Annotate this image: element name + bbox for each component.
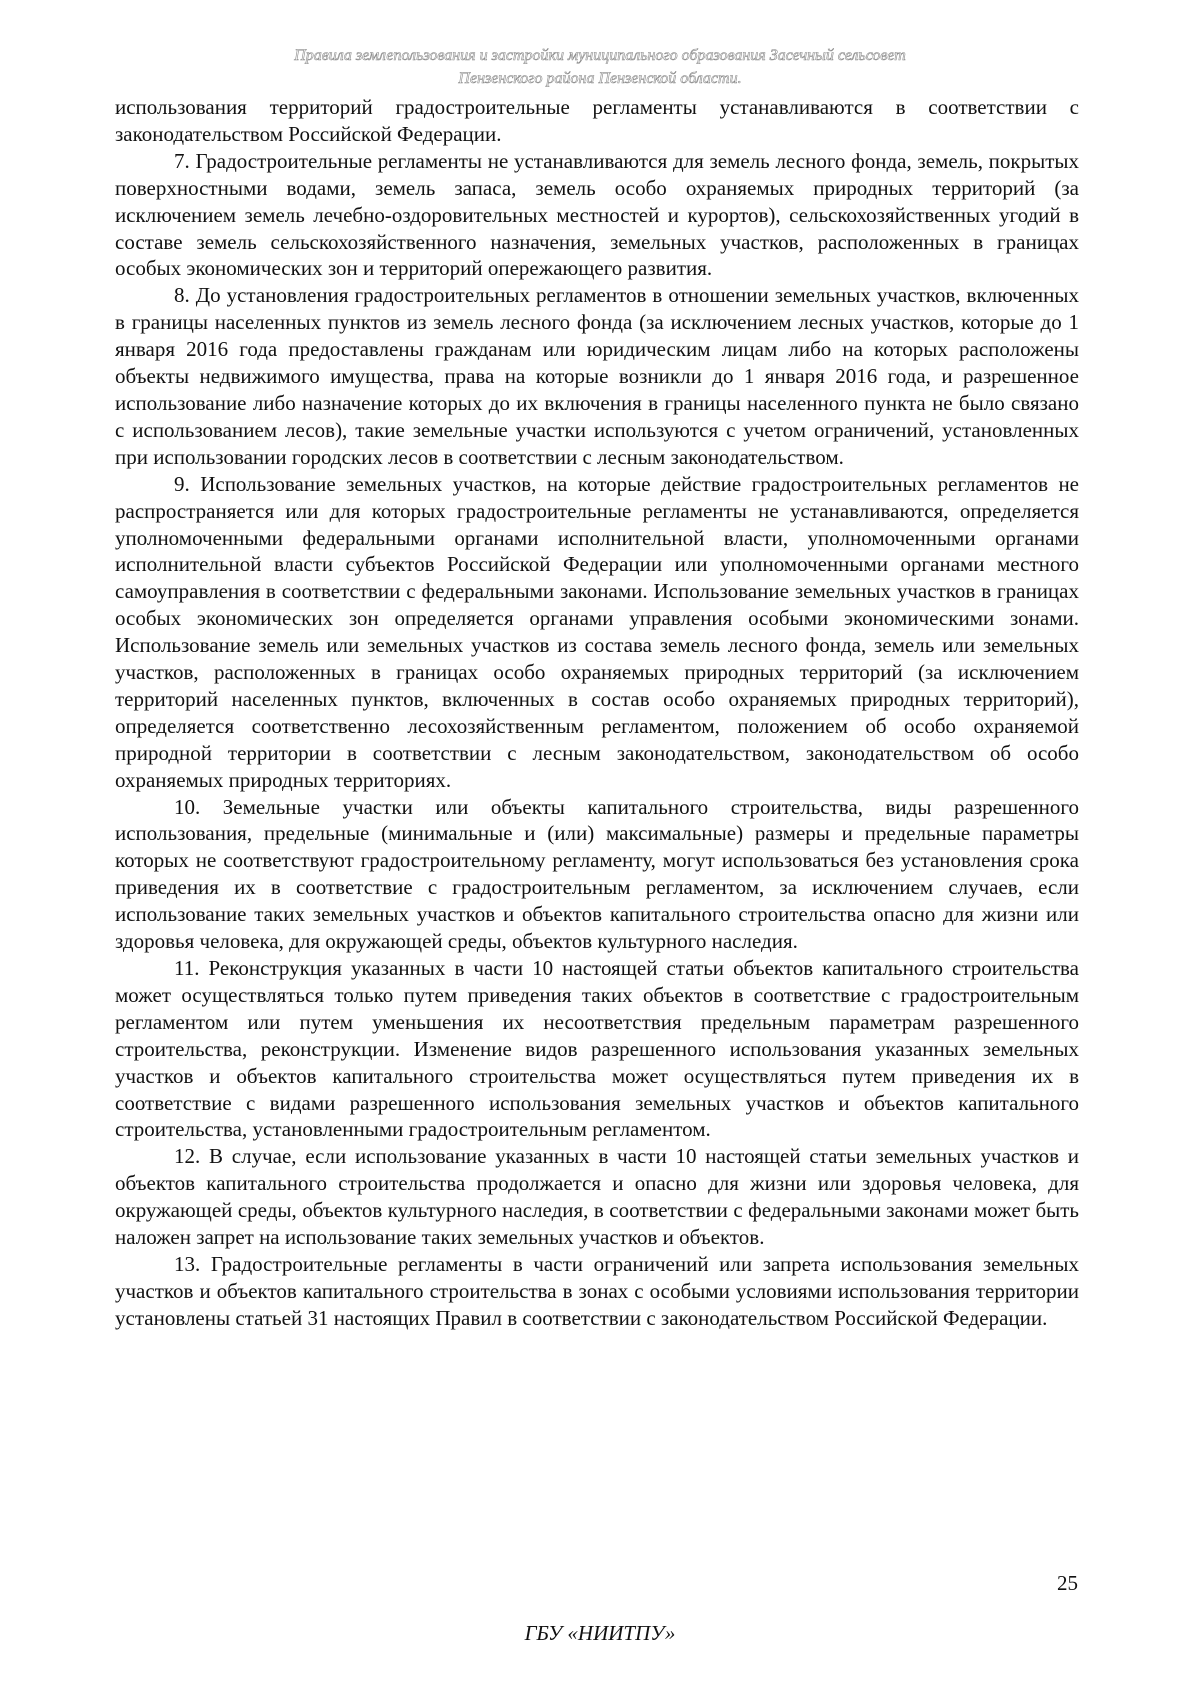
paragraph-item-8: 8. До установления градостроительных регламентов в отношении земельных участков, включенных в границы населенных пунктов из земель лесного фонда (за исключением лесных участков, которые до 1 января 2016 года предоставлены гражданам или юридическим лицам либо на которых расположены объекты недвижимого имущества, права на которые возникли до 1 января 2016 года, и разрешенное использование либо назначение которых до их включения в границы населенного пункта не было связано с использованием лесов), такие земельные участки используются с учетом ограничений, установленных при использовании городских лесов в соответствии с лесным законодательством. [115, 283, 1079, 469]
paragraph-item-9: 9. Использование земельных участков, на которые действие градостроительных регламентов не распространяется или для которых градостроительные регламенты не устанавливаются, определяется уполномоченными федеральными органами исполнительной власти, уполномоченными органами исполнительной власти субъектов Российской Федерации или уполномоченными органами местного самоуправления в соответствии с федеральными законами. Использование земельных участков в границах особых экономических зон определяется органами управления особыми экономическими зонами. Использование земель или земельных участков из состава земель лесного фонда, земель или земельных участков, расположенных в границах особо охраняемых природных территорий (за исключением территорий населенных пунктов, включенных в состав особо охраняемых природных территорий), определяется соответственно лесохозяйственным регламентом, положением об особо охраняемой природной территории в соответствии с лесным законодательством, законодательством об особо охраняемых природных территориях. [115, 471, 1079, 792]
document-body [115, 94, 1079, 1332]
paragraph-item-7: 7. Градостроительные регламенты не устанавливаются для земель лесного фонда, земель, покрытых поверхностными водами, земель запаса, земель особо охраняемых природных территорий (за исключением земель лечебно-оздоровительных местностей и курортов), сельскохозяйственных угодий в составе земель сельскохозяйственного назначения, земельных участков, расположенных в границах особых экономических зон и территорий опережающего развития. [115, 148, 1079, 281]
footer-organization: ГБУ «НИИТПУ» [524, 1621, 676, 1645]
paragraph-item-13: 13. Градостроительные регламенты в части ограничений или запрета использования земельных участков и объектов капитального строительства в зонах с особыми условиями использования территории установлены статьей 31 настоящих Правил в соответствии с законодательством Российской Федерации. [115, 1251, 1079, 1330]
paragraph-continuation: использования территорий градостроительные регламенты устанавливаются в соответствии с законодательством Российской Федерации. [115, 95, 1079, 146]
page-number: 25 [1057, 1571, 1078, 1595]
paragraph-item-12: 12. В случае, если использование указанных в части 10 настоящей статьи земельных участков и объектов капитального строительства продолжается и опасно для жизни или здоровья человека, для окружающей среды, объектов культурного наследия, в соответствии с федеральными законами может быть наложен запрет на использование таких земельных участков и объектов. [115, 1144, 1079, 1250]
paragraph-item-10: 10. Земельные участки или объекты капитального строительства, виды разрешенного использования, предельные (минимальные и (или) максимальные) размеры и предельные параметры которых не соответствуют градостроительному регламенту, могут использоваться без установления срока приведения их в соответствие с градостроительным регламентом, за исключением случаев, если использование таких земельных участков и объектов капитального строительства опасно для жизни или здоровья человека, для окружающей среды, объектов культурного наследия. [115, 794, 1079, 954]
running-header [120, 44, 1080, 90]
running-header-line-2: Пензенского района Пензенской области. [458, 70, 742, 87]
running-header-line-1: Правила землепользования и застройки муниципального образования Засечный сельсовет [294, 47, 906, 64]
paragraph-item-11: 11. Реконструкция указанных в части 10 настоящей статьи объектов капитального строительства может осуществляться только путем приведения таких объектов в соответствие с градостроительным регламентом или путем уменьшения их несоответствия предельным параметрам разрешенного строительства, реконструкции. Изменение видов разрешенного использования указанных земельных участков и объектов капитального строительства может осуществляться путем приведения их в соответствие с видами разрешенного использования земельных участков и объектов капитального строительства, установленными градостроительным регламентом. [115, 956, 1079, 1142]
